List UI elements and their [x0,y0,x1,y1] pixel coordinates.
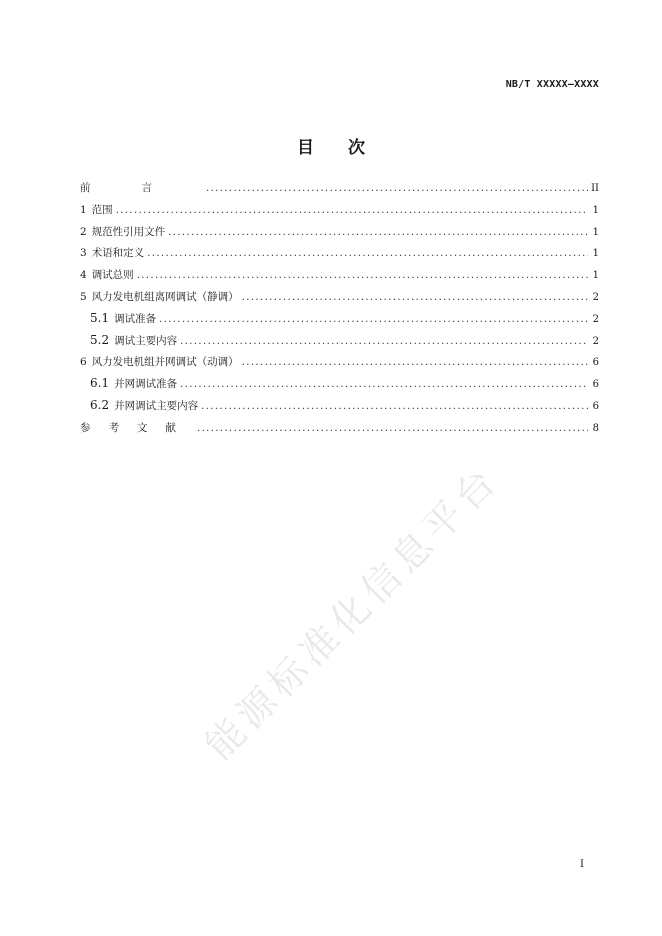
toc-entry-number: 6 [80,356,87,369]
toc-dot-leader [197,423,588,434]
toc-dot-leader [137,270,588,281]
toc-entry-offgrid-commissioning[interactable] [80,289,599,311]
toc-entry-grid-commissioning-preparation[interactable] [80,376,599,398]
toc-entry-label: 并网调试准备 [114,378,178,391]
watermark-area [185,445,515,775]
toc-dot-leader [116,205,588,216]
toc-entry-number: 5.1 [90,310,110,325]
toc-dot-leader [159,314,588,325]
toc-dot-leader [242,357,588,368]
toc-entry-label: 并网调试主要内容 [114,399,199,412]
toc-entry-grid-commissioning-content[interactable] [80,398,599,420]
toc-entry-number: 5.2 [90,332,110,347]
toc-entry-page: 6 [592,400,599,412]
toc-entry-label: 前言 [80,182,203,194]
toc-entry-page: 1 [592,270,599,282]
toc-dot-leader [201,401,588,412]
toc-entry-normative-references[interactable] [80,224,599,246]
toc-dot-leader [206,183,588,194]
toc-entry-label: 调试总则 [91,269,134,282]
toc-entry-page: 6 [592,379,599,391]
watermark-text: 能源标准化信息平台 [196,456,509,769]
toc-entry-page: 6 [592,357,599,369]
toc-dot-leader [180,379,588,390]
toc-entry-label: 术语和定义 [91,247,145,260]
toc-entry-scope[interactable] [80,202,599,224]
toc-entry-label: 风力发电机组离网调试（静调） [91,290,239,303]
toc-entry-page: 1 [592,226,599,238]
toc-entry-page: 2 [592,335,599,347]
toc-entry-page: 1 [592,204,599,216]
toc-entry-label: 参考文献 [80,421,194,434]
toc-entry-number: 6.2 [90,397,110,412]
toc-dot-leader [168,227,588,238]
table-of-contents [80,180,599,442]
toc-entry-page: 1 [592,248,599,260]
toc-entry-general-principles[interactable] [80,267,599,289]
toc-entry-number: 6.1 [90,376,110,391]
toc-entry-commissioning-content[interactable] [80,333,599,355]
toc-entry-commissioning-preparation[interactable] [80,311,599,333]
toc-entry-number: 4 [80,269,87,282]
toc-entry-page: II [591,183,599,194]
toc-dot-leader [180,336,588,347]
toc-entry-label: 调试准备 [114,312,157,325]
toc-entry-bibliography[interactable] [80,420,599,442]
toc-entry-page: 2 [592,291,599,303]
toc-entry-label: 调试主要内容 [114,334,178,347]
toc-dot-leader [147,248,588,259]
toc-entry-number: 2 [80,225,87,238]
toc-entry-terms-definitions[interactable] [80,245,599,267]
toc-entry-foreword[interactable] [80,180,599,202]
toc-entry-label: 范围 [91,203,113,216]
toc-entry-label: 规范性引用文件 [91,225,166,238]
toc-entry-grid-connected-commissioning[interactable] [80,354,599,376]
page-number: I [580,859,584,870]
toc-title: 目次 [297,138,399,158]
toc-entry-label: 风力发电机组并网调试（动调） [91,356,239,369]
toc-entry-page: 8 [592,422,599,434]
toc-entry-number: 3 [80,247,87,260]
toc-entry-number: 1 [80,203,87,216]
toc-dot-leader [242,292,588,303]
toc-entry-page: 2 [592,313,599,325]
document-code: NB/T XXXXX—XXXX [505,79,599,90]
toc-entry-number: 5 [80,290,87,303]
